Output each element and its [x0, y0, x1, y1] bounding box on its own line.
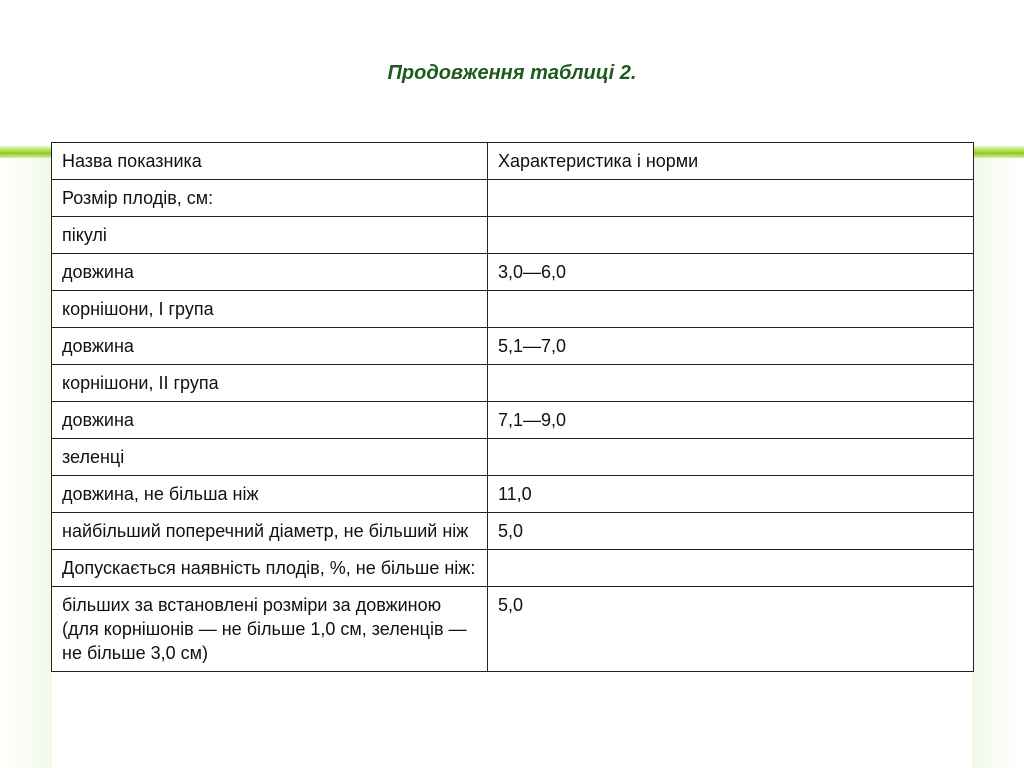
- row-value: 5,0: [488, 513, 974, 550]
- decorative-strip-left: [0, 158, 52, 768]
- row-value: [488, 217, 974, 254]
- row-value: 5,1—7,0: [488, 328, 974, 365]
- decorative-band-right: [972, 146, 1024, 158]
- row-indicator: довжина, не більша ніж: [52, 476, 488, 513]
- row-value: 7,1—9,0: [488, 402, 974, 439]
- row-value: [488, 365, 974, 402]
- table-header-row: [52, 143, 974, 180]
- decorative-band-left: [0, 146, 52, 158]
- row-value: [488, 180, 974, 217]
- table-row: [52, 513, 974, 550]
- row-value: 5,0: [488, 587, 974, 672]
- table-row: [52, 365, 974, 402]
- row-indicator: зеленці: [52, 439, 488, 476]
- header-indicator-name: Назва показника: [52, 143, 488, 180]
- row-indicator: корнішони, I група: [52, 291, 488, 328]
- decorative-strip-right: [972, 158, 1024, 768]
- row-indicator: довжина: [52, 402, 488, 439]
- row-indicator: більших за встановлені розміри за довжиною (для корнішонів — не більше 1,0 см, зеленців —не більше 3,0 см): [52, 587, 488, 672]
- standards-table: [51, 142, 974, 672]
- table-row: [52, 402, 974, 439]
- row-value: 3,0—6,0: [488, 254, 974, 291]
- table-row: [52, 328, 974, 365]
- row-indicator: довжина: [52, 254, 488, 291]
- table-row: [52, 439, 974, 476]
- table-row: [52, 550, 974, 587]
- table-row: [52, 291, 974, 328]
- header-characteristic: Характеристика і норми: [488, 143, 974, 180]
- table-row: [52, 180, 974, 217]
- table-row: [52, 476, 974, 513]
- row-value: [488, 291, 974, 328]
- row-indicator: пікулі: [52, 217, 488, 254]
- slide-title: Продовження таблиці 2.: [387, 62, 637, 84]
- row-indicator: довжина: [52, 328, 488, 365]
- row-indicator: корнішони, II група: [52, 365, 488, 402]
- row-value: [488, 550, 974, 587]
- row-indicator: Розмір плодів, см:: [52, 180, 488, 217]
- row-indicator: Допускається наявність плодів, %, не більше ніж:: [52, 550, 488, 587]
- row-indicator: найбільший поперечний діаметр, не більший ніж: [52, 513, 488, 550]
- table-row: [52, 217, 974, 254]
- table-row: [52, 587, 974, 672]
- row-value: 11,0: [488, 476, 974, 513]
- row-value: [488, 439, 974, 476]
- table-row: [52, 254, 974, 291]
